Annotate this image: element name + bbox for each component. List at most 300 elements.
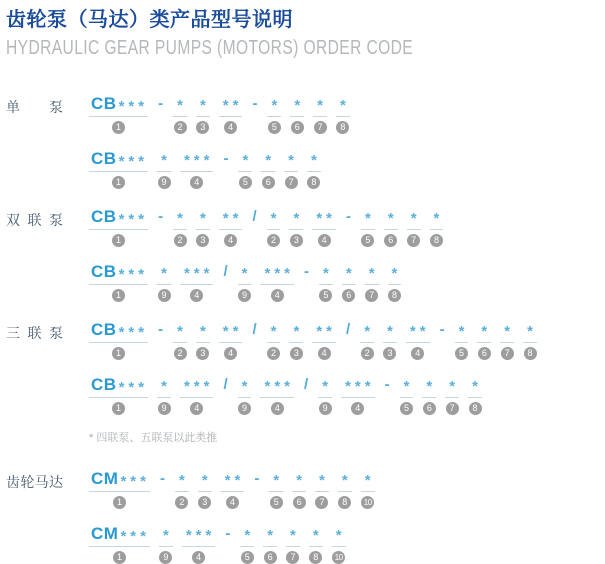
asterisk-icon: * [241, 378, 248, 395]
asterisk-icon: * [323, 265, 329, 282]
group-chars [180, 375, 214, 398]
group-chars [238, 262, 252, 285]
asterisk-icon: * [364, 323, 371, 340]
code-group [286, 524, 300, 564]
group-chars [336, 94, 350, 117]
asterisk-icon: * [205, 527, 212, 544]
asterisk-icon: * [273, 472, 280, 489]
position-badge: 4 [318, 234, 331, 247]
position-badge: 4 [224, 234, 237, 247]
asterisk-icon: * [364, 472, 371, 489]
section-label-char: 双 [6, 212, 20, 228]
slash-separator: / [223, 376, 228, 393]
asterisk-icon: * [288, 152, 294, 169]
asterisk-icon: * [410, 210, 417, 227]
code-group [400, 375, 414, 415]
code-group [157, 149, 171, 189]
position-badge: 9 [158, 402, 171, 415]
asterisk-icon: * [271, 97, 278, 114]
dash-separator: - [159, 470, 165, 487]
group-chars [468, 375, 482, 398]
code-group [89, 94, 148, 134]
asterisk-icon: * [183, 378, 190, 395]
code-group [238, 149, 252, 189]
group-chars [89, 375, 148, 398]
asterisk-icon: * [345, 378, 351, 395]
position-badge: 6 [291, 121, 304, 134]
code-group [430, 207, 444, 247]
position-badge: 6 [384, 234, 397, 247]
asterisk-icon: * [178, 472, 185, 489]
asterisk-icon: * [138, 211, 145, 228]
position-badge: 8 [524, 347, 537, 360]
asterisk-icon: * [203, 152, 210, 169]
group-chars [477, 320, 491, 343]
code-group [523, 320, 537, 360]
page-subtitle: HYDRAULIC GEAR PUMPS (MOTORS) ORDER CODE [6, 37, 414, 59]
code-group [173, 207, 187, 247]
group-chars [384, 207, 398, 230]
code-group [361, 469, 375, 509]
section-label-char: 轮 [20, 474, 35, 490]
asterisk-icon: * [340, 97, 346, 114]
asterisk-icon: * [433, 210, 440, 227]
code-group [455, 320, 469, 360]
asterisk-icon: * [322, 378, 329, 395]
code-group [384, 207, 398, 247]
asterisk-icon: * [130, 473, 137, 490]
code-group [180, 149, 214, 189]
slash-separator: / [304, 376, 309, 393]
asterisk-icon: * [128, 153, 135, 170]
group-chars [238, 375, 252, 398]
section-label [6, 469, 63, 492]
group-chars [180, 262, 214, 285]
asterisk-icon: * [316, 323, 323, 340]
position-badge: 7 [286, 551, 299, 564]
position-badge: 1 [112, 234, 125, 247]
code-group [263, 524, 277, 564]
position-badge: 5 [319, 289, 332, 302]
code-group [89, 207, 148, 247]
asterisk-icon: * [222, 97, 229, 114]
position-badge: 6 [342, 289, 355, 302]
asterisk-icon: * [365, 210, 371, 227]
code-group [261, 149, 275, 189]
code-group [173, 94, 187, 134]
code-group [307, 149, 321, 189]
asterisk-icon: * [241, 265, 248, 282]
code-group [289, 207, 303, 247]
position-badge: 5 [268, 121, 281, 134]
asterisk-icon: * [222, 323, 229, 340]
group-chars [89, 262, 148, 285]
dash-separator: - [346, 208, 352, 225]
section-label-char: 联 [27, 325, 42, 341]
section-label [6, 207, 63, 230]
section-label-char: 联 [27, 212, 42, 228]
group-chars [315, 469, 329, 492]
section-label-char: 达 [48, 474, 63, 490]
code-group [500, 320, 514, 360]
code-prefix: CB [91, 320, 117, 339]
asterisk-icon: * [267, 527, 274, 544]
group-chars [260, 262, 294, 285]
group-chars [240, 524, 254, 547]
group-chars [430, 207, 444, 230]
code-group [219, 94, 243, 134]
position-badge: 4 [271, 289, 284, 302]
position-badge: 8 [336, 121, 349, 134]
asterisk-icon: * [270, 323, 277, 340]
asterisk-icon: * [138, 153, 145, 170]
position-badge: 4 [271, 402, 284, 415]
asterisk-icon: * [140, 473, 146, 490]
slash-separator: / [252, 321, 257, 338]
position-badge: 9 [238, 402, 251, 415]
group-chars [286, 524, 300, 547]
group-chars [267, 320, 281, 343]
position-badge: 2 [361, 347, 374, 360]
asterisk-icon: * [232, 97, 239, 114]
code-rows [89, 94, 359, 189]
code-row [89, 149, 359, 189]
position-badge: 5 [239, 176, 252, 189]
asterisk-icon: * [317, 97, 323, 114]
group-chars [196, 320, 210, 343]
group-chars [406, 320, 430, 343]
dash-separator: - [158, 208, 164, 225]
code-group [221, 469, 245, 509]
group-chars [267, 94, 281, 117]
position-badge: 3 [196, 234, 209, 247]
code-group [309, 524, 323, 564]
code-group [89, 149, 148, 189]
code-group [240, 524, 254, 564]
code-group [196, 94, 210, 134]
position-badge: 7 [407, 234, 420, 247]
position-badge: 3 [196, 121, 209, 134]
asterisk-icon: * [130, 528, 137, 545]
asterisk-icon: * [128, 324, 135, 341]
asterisk-icon: * [354, 378, 361, 395]
asterisk-icon: * [128, 98, 135, 115]
group-chars [341, 375, 375, 398]
asterisk-icon: * [481, 323, 488, 340]
position-badge: 4 [224, 121, 237, 134]
code-group [175, 469, 189, 509]
position-badge: 9 [158, 289, 171, 302]
group-chars [455, 320, 469, 343]
code-group [361, 207, 375, 247]
code-group [89, 469, 150, 509]
group-chars [196, 207, 210, 230]
group-chars [361, 207, 375, 230]
code-group [445, 375, 459, 415]
position-badge: 4 [190, 176, 203, 189]
asterisk-icon: * [335, 527, 342, 544]
code-group [196, 320, 210, 360]
asterisk-icon: * [177, 323, 183, 340]
asterisk-icon: * [120, 473, 127, 490]
position-badge: 10 [332, 551, 345, 564]
asterisk-icon: * [293, 210, 300, 227]
group-chars [182, 524, 216, 547]
position-badge: 7 [285, 176, 298, 189]
code-group [157, 262, 171, 302]
sections [6, 94, 605, 564]
position-badge: 6 [264, 551, 277, 564]
group-chars [338, 469, 352, 492]
asterisk-icon: * [472, 378, 478, 395]
position-badge: 7 [365, 289, 378, 302]
code-group [290, 94, 304, 134]
code-group [292, 469, 306, 509]
code-group [267, 207, 281, 247]
group-chars [263, 524, 277, 547]
code-group [388, 262, 402, 302]
group-chars [319, 262, 333, 285]
group-chars [269, 469, 283, 492]
position-badge: 8 [309, 551, 322, 564]
asterisk-icon: * [409, 323, 416, 340]
section-label-char: 泵 [49, 99, 63, 115]
asterisk-icon: * [326, 323, 333, 340]
code-row [89, 207, 452, 247]
code-group [360, 320, 374, 360]
group-chars [332, 524, 346, 547]
asterisk-icon: * [203, 378, 210, 395]
position-badge: 3 [198, 496, 211, 509]
group-chars [219, 94, 243, 117]
slash-separator: / [223, 263, 228, 280]
asterisk-icon: * [224, 472, 231, 489]
position-badge: 6 [423, 402, 436, 415]
section-label-char: 单 [6, 99, 20, 115]
code-group [332, 524, 346, 564]
group-chars [173, 94, 187, 117]
position-badge: 9 [159, 551, 172, 564]
position-badge: 8 [469, 402, 482, 415]
code-prefix: CB [91, 375, 117, 394]
position-badge: 8 [338, 496, 351, 509]
group-chars [360, 320, 374, 343]
dash-separator: - [254, 470, 260, 487]
group-chars [309, 524, 323, 547]
code-group [342, 262, 356, 302]
dash-separator: - [384, 376, 390, 393]
dash-separator: - [225, 525, 231, 542]
code-group [383, 320, 397, 360]
position-badge: 4 [224, 347, 237, 360]
position-badge: 4 [411, 347, 424, 360]
position-badge: 6 [293, 496, 306, 509]
asterisk-icon: * [403, 378, 410, 395]
asterisk-icon: * [232, 323, 239, 340]
asterisk-icon: * [162, 527, 169, 544]
section-label [6, 94, 63, 117]
code-row [89, 262, 452, 302]
asterisk-icon: * [128, 266, 135, 283]
code-group [238, 262, 252, 302]
model-section [6, 207, 605, 302]
dash-separator: - [158, 321, 164, 338]
position-badge: 4 [192, 551, 205, 564]
asterisk-icon: * [193, 152, 200, 169]
group-chars [312, 320, 336, 343]
group-chars [342, 262, 356, 285]
code-group [196, 207, 210, 247]
asterisk-icon: * [290, 527, 296, 544]
asterisk-icon: * [199, 323, 206, 340]
code-group [267, 320, 281, 360]
dash-separator: - [223, 150, 229, 167]
code-group [159, 524, 173, 564]
code-group [157, 375, 171, 415]
position-badge: 4 [226, 496, 239, 509]
dash-separator: - [158, 95, 164, 112]
asterisk-icon: * [138, 266, 145, 283]
position-badge: 2 [267, 234, 280, 247]
position-badge: 7 [501, 347, 514, 360]
position-badge: 2 [174, 347, 187, 360]
asterisk-icon: * [138, 379, 145, 396]
code-group [312, 207, 336, 247]
position-badge: 8 [430, 234, 443, 247]
code-prefix: CB [91, 207, 117, 226]
asterisk-icon: * [364, 378, 371, 395]
group-chars [260, 375, 294, 398]
asterisk-icon: * [527, 323, 533, 340]
code-group [312, 320, 336, 360]
code-rows [89, 320, 546, 415]
asterisk-icon: * [504, 323, 511, 340]
code-group [341, 375, 375, 415]
asterisk-icon: * [177, 97, 183, 114]
position-badge: 3 [290, 234, 303, 247]
code-group [477, 320, 491, 360]
code-row [89, 375, 546, 415]
group-chars [89, 94, 148, 117]
asterisk-icon: * [312, 527, 319, 544]
asterisk-icon: * [284, 378, 291, 395]
asterisk-icon: * [118, 153, 125, 170]
code-group [260, 262, 294, 302]
group-chars [238, 149, 252, 172]
section-label-char: 泵 [49, 212, 63, 228]
asterisk-icon: * [199, 210, 206, 227]
group-chars [500, 320, 514, 343]
group-chars [318, 375, 332, 398]
asterisk-icon: * [138, 324, 145, 341]
group-chars [365, 262, 379, 285]
asterisk-icon: * [274, 265, 281, 282]
position-badge: 2 [175, 496, 188, 509]
code-group [267, 94, 281, 134]
code-prefix: CB [91, 149, 117, 168]
group-chars [445, 375, 459, 398]
group-chars [361, 469, 375, 492]
asterisk-icon: * [368, 265, 375, 282]
page-title: 齿轮泵（马达）类产品型号说明 [6, 9, 293, 31]
group-chars [89, 207, 148, 230]
code-group [318, 375, 332, 415]
group-chars [523, 320, 537, 343]
asterisk-icon: * [128, 211, 135, 228]
group-chars [312, 207, 336, 230]
section-label-char: 泵 [49, 325, 63, 341]
asterisk-icon: * [203, 265, 210, 282]
position-badge: 7 [315, 496, 328, 509]
asterisk-icon: * [264, 265, 271, 282]
position-badge: 6 [262, 176, 275, 189]
asterisk-icon: * [391, 265, 398, 282]
code-group [365, 262, 379, 302]
code-group [422, 375, 436, 415]
code-group [313, 94, 327, 134]
group-chars [261, 149, 275, 172]
position-badge: 9 [158, 176, 171, 189]
asterisk-icon: * [232, 210, 239, 227]
group-chars [196, 94, 210, 117]
position-badge: 10 [361, 496, 374, 509]
group-chars [219, 320, 243, 343]
asterisk-icon: * [161, 265, 167, 282]
position-badge: 3 [383, 347, 396, 360]
code-group [180, 262, 214, 302]
position-badge: 5 [241, 551, 254, 564]
asterisk-icon: * [234, 472, 241, 489]
group-chars [173, 207, 187, 230]
position-badge: 4 [351, 402, 364, 415]
position-badge: 1 [112, 121, 125, 134]
code-group [336, 94, 350, 134]
asterisk-icon: * [118, 98, 125, 115]
group-chars [388, 262, 402, 285]
asterisk-icon: * [270, 210, 277, 227]
asterisk-icon: * [293, 323, 300, 340]
group-chars [422, 375, 436, 398]
code-group [219, 207, 243, 247]
code-group [89, 320, 148, 360]
code-prefix: CM [91, 469, 119, 488]
code-group [315, 469, 329, 509]
asterisk-icon: * [284, 265, 291, 282]
position-badge: 7 [446, 402, 459, 415]
position-badge: 9 [238, 289, 251, 302]
code-group [319, 262, 333, 302]
position-badge: 5 [400, 402, 413, 415]
position-badge: 7 [314, 121, 327, 134]
asterisk-icon: * [449, 378, 456, 395]
section-label-char: 马 [34, 474, 49, 490]
position-badge: 1 [112, 289, 125, 302]
code-group [89, 524, 150, 564]
code-group [407, 207, 421, 247]
code-prefix: CM [91, 524, 119, 543]
position-badge: 3 [290, 347, 303, 360]
asterisk-icon: * [387, 323, 393, 340]
asterisk-icon: * [458, 323, 465, 340]
group-chars [157, 262, 171, 285]
footnote: * 四联泵、五联泵以此类推 [89, 432, 218, 444]
code-prefix: CB [91, 94, 117, 113]
asterisk-icon: * [120, 528, 127, 545]
asterisk-icon: * [274, 378, 281, 395]
asterisk-icon: * [242, 152, 249, 169]
position-badge: 5 [455, 347, 468, 360]
group-chars [173, 320, 187, 343]
